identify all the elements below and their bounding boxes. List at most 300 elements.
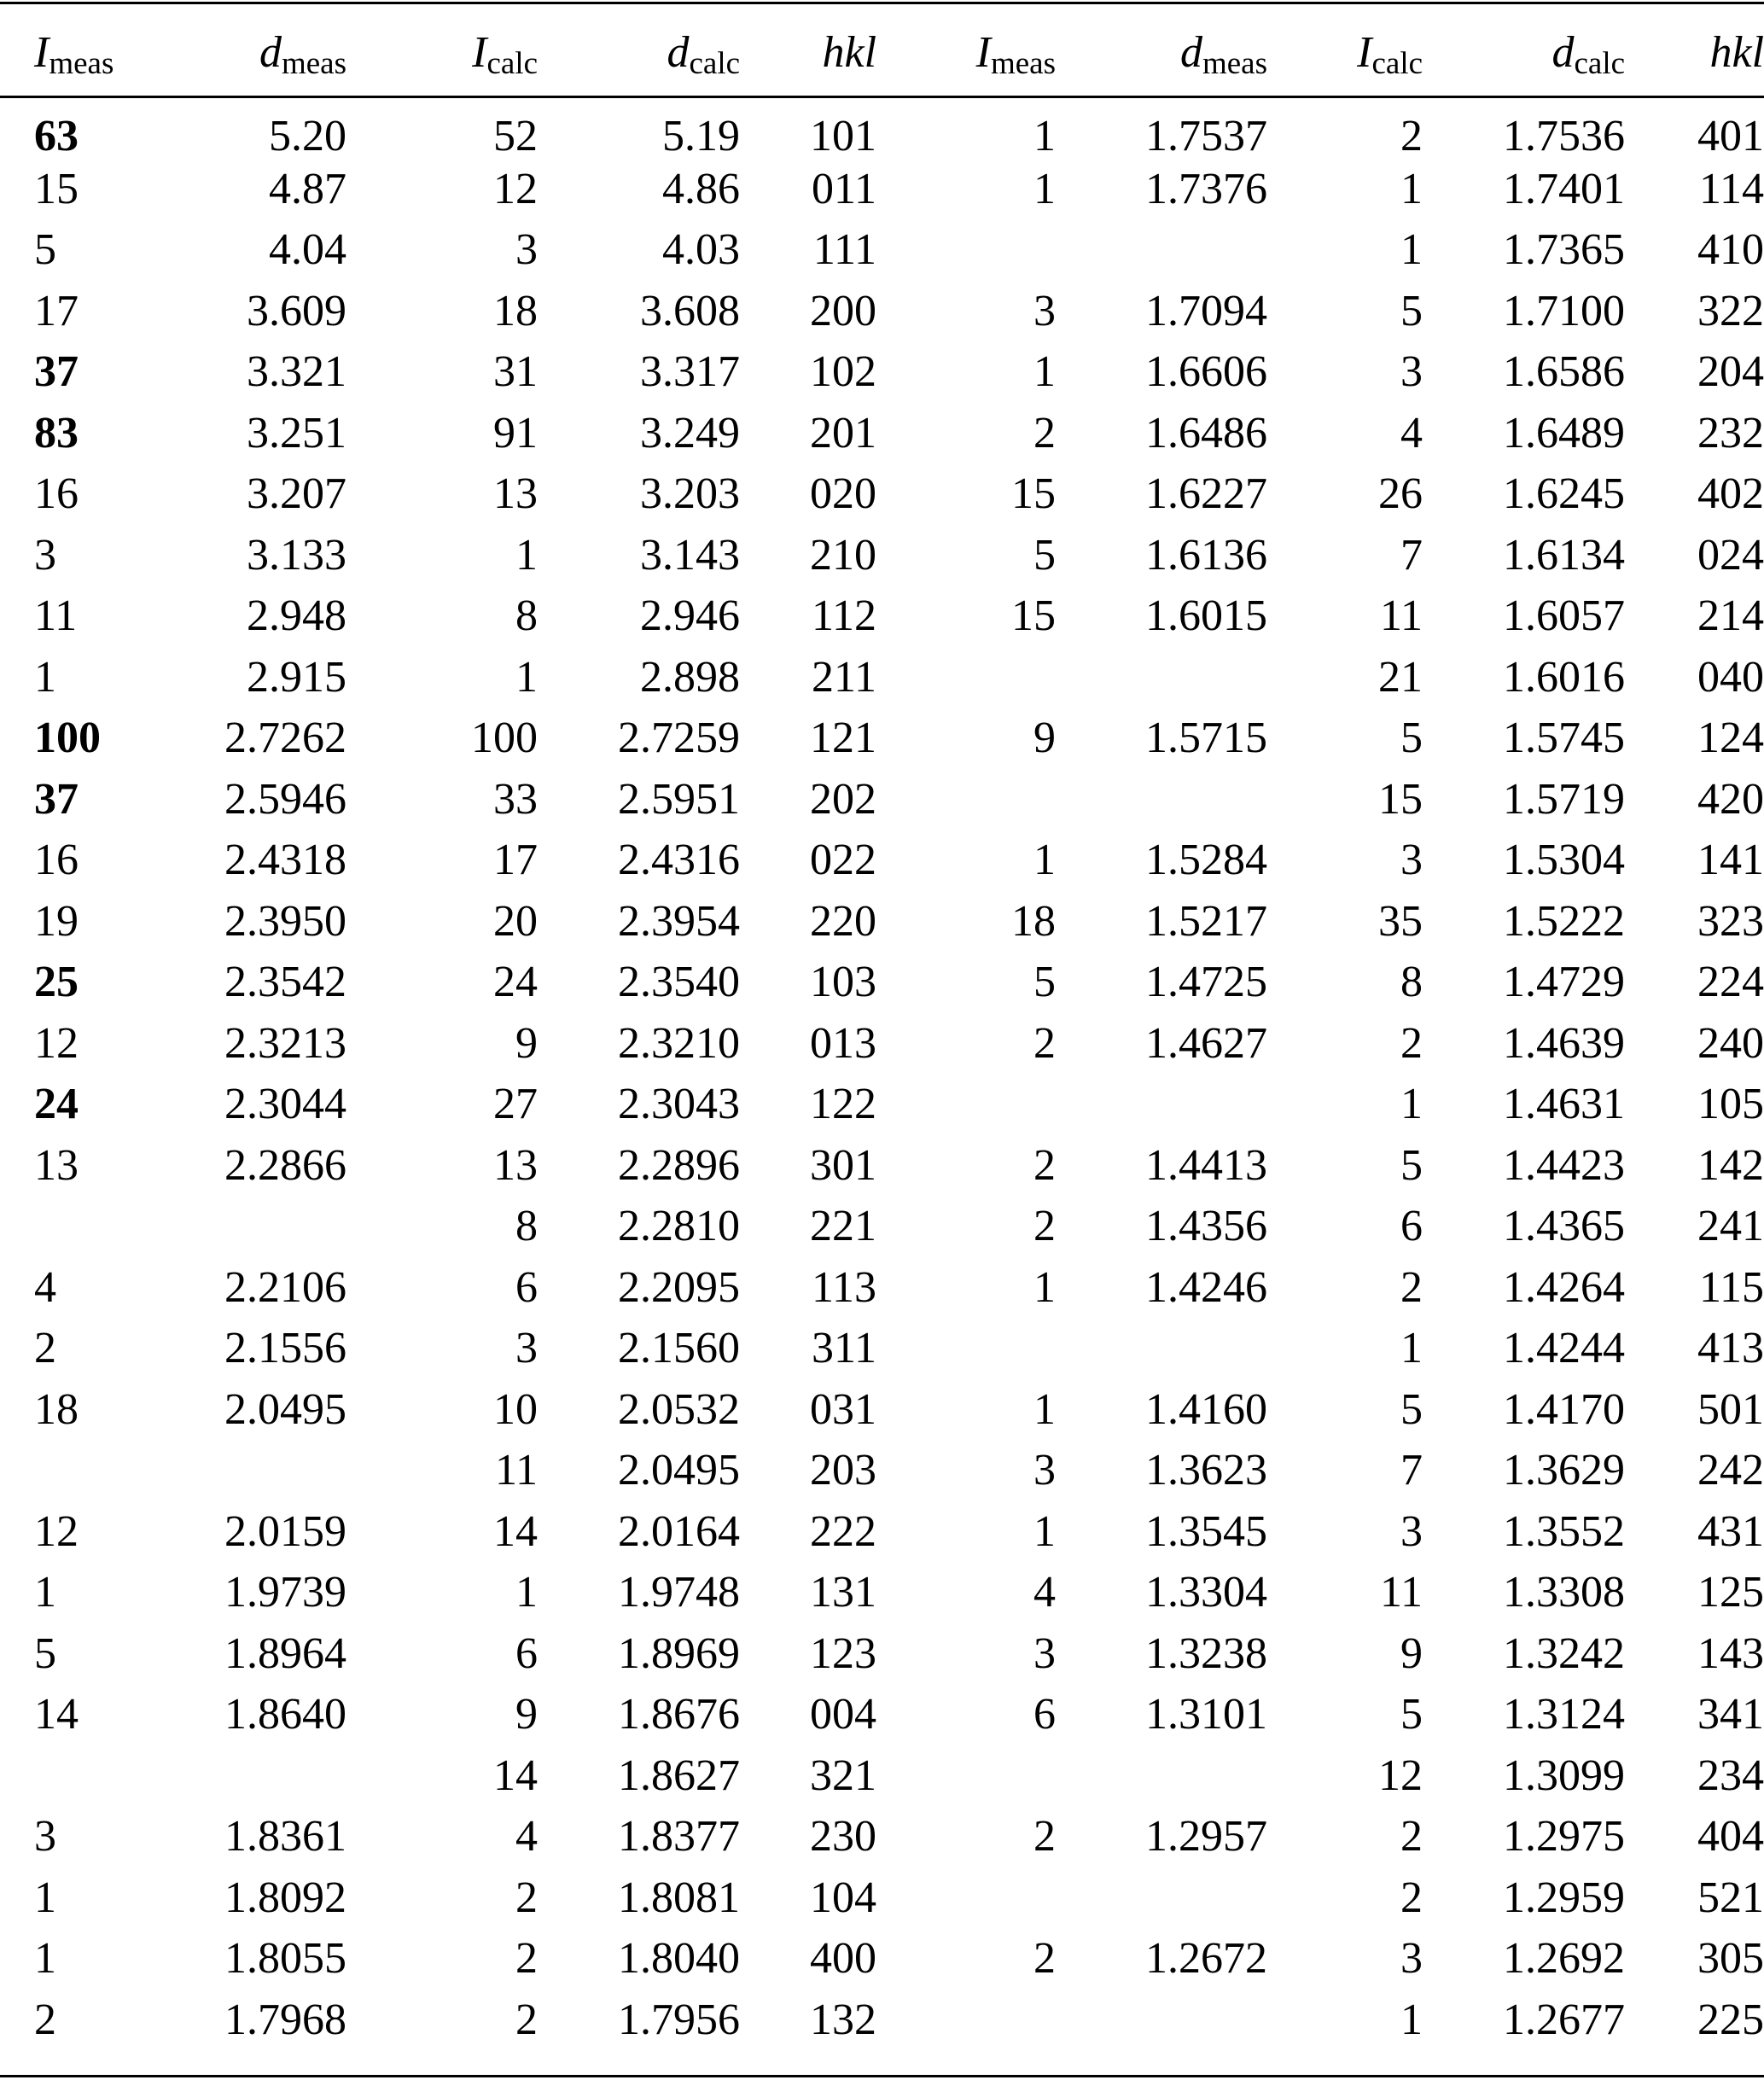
i-calc-cell: 33 <box>493 774 539 824</box>
d-meas-cell: 1.6227 <box>1145 469 1268 519</box>
i-meas-cell: 2 <box>1033 408 1057 457</box>
hkl-cell: 225 <box>1697 1995 1764 2044</box>
d-meas-cell: 1.3101 <box>1145 1690 1268 1739</box>
i-meas-cell: 5 <box>34 1628 56 1678</box>
hkl-cell: 322 <box>1697 286 1764 335</box>
hkl-cell: 131 <box>810 1568 877 1617</box>
i-meas-cell: 3 <box>1033 1628 1057 1678</box>
hkl-cell: 210 <box>810 530 877 580</box>
d-calc-cell: 2.2095 <box>618 1262 741 1312</box>
i-meas-cell: 3 <box>1033 1446 1057 1495</box>
table-row <box>0 708 1764 770</box>
d-meas-cell: 1.4413 <box>1145 1140 1268 1190</box>
table-row <box>0 1563 1764 1624</box>
i-calc-cell: 1 <box>1400 1324 1423 1373</box>
d-calc-cell: 4.03 <box>662 225 741 275</box>
i-meas-cell: 2 <box>34 1324 56 1373</box>
i-calc-cell: 1 <box>1400 225 1423 275</box>
i-calc-cell: 9 <box>515 1018 539 1068</box>
i-meas-cell: 4 <box>34 1262 56 1312</box>
i-meas-cell: 18 <box>1011 896 1057 946</box>
table-row <box>0 281 1764 342</box>
hkl-cell: 132 <box>810 1995 877 2044</box>
i-calc-cell: 27 <box>493 1080 539 1129</box>
d-calc-cell: 1.3308 <box>1503 1568 1626 1617</box>
hkl-cell: 122 <box>810 1080 877 1129</box>
d-calc-cell: 2.898 <box>640 652 741 702</box>
i-meas-cell: 13 <box>34 1140 79 1190</box>
table-row <box>0 96 1764 159</box>
header-row <box>0 0 1764 96</box>
d-calc-cell: 2.946 <box>640 591 741 641</box>
hkl-cell: 113 <box>811 1262 877 1312</box>
i-calc-cell: 13 <box>493 1140 539 1190</box>
i-calc-cell: 1 <box>1400 1080 1423 1129</box>
hkl-cell: 040 <box>1697 652 1764 702</box>
d-calc-cell: 3.203 <box>640 469 741 519</box>
i-meas-cell: 5 <box>1033 530 1057 580</box>
d-meas-cell <box>188 1745 346 1807</box>
bottom-rule <box>0 2075 1764 2077</box>
hkl-cell: 143 <box>1697 1628 1764 1678</box>
d-calc-cell: 1.5719 <box>1503 774 1626 824</box>
d-calc-cell: 1.4423 <box>1503 1140 1626 1190</box>
table-row <box>0 1075 1764 1136</box>
table-row <box>0 586 1764 648</box>
d-meas-cell: 1.7968 <box>224 1995 347 2044</box>
i-calc-cell: 8 <box>515 591 539 641</box>
d-calc-cell: 1.9748 <box>618 1568 741 1617</box>
i-calc-cell: 11 <box>494 1446 539 1495</box>
hkl-cell: 011 <box>811 164 877 213</box>
d-calc-cell: 2.3540 <box>618 958 741 1007</box>
table-row <box>0 1867 1764 1929</box>
hkl-cell: 221 <box>810 1202 877 1251</box>
hkl-cell: 305 <box>1697 1934 1764 1984</box>
i-calc-cell: 11 <box>1379 591 1423 641</box>
header-d-calc-left: $d_{calc}$ <box>667 27 741 81</box>
hkl-cell: 125 <box>1697 1568 1764 1617</box>
i-meas-cell: 5 <box>1033 958 1057 1007</box>
i-calc-cell: 13 <box>493 469 539 519</box>
d-calc-cell: 1.8081 <box>618 1873 741 1922</box>
i-meas-cell: 1 <box>34 652 56 702</box>
i-meas-cell: 1 <box>1033 1506 1057 1556</box>
d-meas-cell <box>188 1441 346 1502</box>
d-meas-cell: 1.6486 <box>1145 408 1268 457</box>
d-meas-cell: 1.6015 <box>1145 591 1268 641</box>
header-d-calc-right: $d_{calc}$ <box>1552 27 1626 81</box>
i-meas-cell: 16 <box>34 469 79 519</box>
i-meas-cell: 2 <box>34 1995 56 2044</box>
i-meas-cell: 6 <box>1033 1690 1057 1739</box>
i-calc-cell: 100 <box>471 714 539 763</box>
d-calc-cell: 1.7365 <box>1503 225 1626 275</box>
i-meas-cell: 1 <box>1033 164 1057 213</box>
i-meas-cell: 2 <box>1033 1812 1057 1862</box>
table-row <box>0 1745 1764 1807</box>
d-meas-cell: 1.4627 <box>1145 1018 1268 1068</box>
d-meas-cell <box>1056 1990 1267 2051</box>
d-meas-cell: 1.5715 <box>1145 714 1268 763</box>
d-calc-cell: 1.4631 <box>1503 1080 1626 1129</box>
d-calc-cell: 1.7956 <box>618 1995 741 2044</box>
i-meas-cell: 5 <box>34 225 56 275</box>
i-meas-cell: 100 <box>34 714 101 763</box>
d-calc-cell: 1.2975 <box>1503 1812 1626 1862</box>
d-calc-cell: 1.4729 <box>1503 958 1626 1007</box>
i-calc-cell: 5 <box>1400 714 1423 763</box>
hkl-cell: 413 <box>1697 1324 1764 1373</box>
d-meas-cell: 1.5284 <box>1145 836 1268 885</box>
d-meas-cell <box>188 1197 346 1258</box>
table-row <box>0 1441 1764 1502</box>
i-meas-cell: 3 <box>1033 286 1057 335</box>
i-calc-cell: 20 <box>493 896 539 946</box>
hkl-cell: 204 <box>1697 347 1764 397</box>
i-meas-cell: 2 <box>1033 1140 1057 1190</box>
table-row <box>0 830 1764 892</box>
d-meas-cell: 3.321 <box>247 347 347 397</box>
d-calc-cell: 1.3552 <box>1503 1506 1626 1556</box>
i-meas-cell: 83 <box>34 408 79 457</box>
d-meas-cell <box>1056 1075 1267 1136</box>
d-meas-cell <box>1056 1867 1267 1929</box>
d-meas-cell: 1.3304 <box>1145 1568 1268 1617</box>
d-meas-cell <box>1056 1319 1267 1380</box>
i-meas-cell: 2 <box>1033 1018 1057 1068</box>
i-calc-cell: 6 <box>515 1628 539 1678</box>
i-calc-cell: 1 <box>515 652 539 702</box>
table-row <box>0 1257 1764 1319</box>
hkl-cell: 203 <box>810 1446 877 1495</box>
hkl-cell: 341 <box>1697 1690 1764 1739</box>
d-calc-cell: 5.19 <box>662 112 741 160</box>
table-row <box>0 1319 1764 1380</box>
hkl-cell: 200 <box>810 286 877 335</box>
d-meas-cell: 1.9739 <box>224 1568 347 1617</box>
d-calc-cell: 2.3043 <box>618 1080 741 1129</box>
d-calc-cell: 3.608 <box>640 286 741 335</box>
header-hkl-left: hkl <box>822 27 877 77</box>
hkl-cell: 121 <box>810 714 877 763</box>
i-calc-cell: 5 <box>1400 286 1423 335</box>
header-d-meas-right: $d_{meas}$ <box>1179 27 1268 81</box>
d-meas-cell: 3.609 <box>247 286 347 335</box>
i-calc-cell: 1 <box>1400 164 1423 213</box>
i-calc-cell: 4 <box>1400 408 1423 457</box>
table-row <box>0 953 1764 1014</box>
d-meas-cell: 3.251 <box>247 408 347 457</box>
i-calc-cell: 7 <box>1400 1446 1423 1495</box>
hkl-cell: 402 <box>1697 469 1764 519</box>
hkl-cell: 020 <box>810 469 877 519</box>
i-calc-cell: 12 <box>493 164 539 213</box>
table-row <box>0 1197 1764 1258</box>
d-meas-cell: 1.2957 <box>1145 1812 1268 1862</box>
i-calc-cell: 24 <box>493 958 539 1007</box>
i-meas-cell: 4 <box>1033 1568 1057 1617</box>
d-meas-cell: 1.8640 <box>224 1690 347 1739</box>
i-meas-cell: 1 <box>34 1934 56 1984</box>
hkl-cell: 105 <box>1697 1080 1764 1129</box>
d-calc-cell: 2.1560 <box>618 1324 741 1373</box>
hkl-cell: 102 <box>810 347 877 397</box>
d-meas-cell <box>1056 220 1267 282</box>
i-meas-cell: 1 <box>1033 1384 1057 1434</box>
d-meas-cell: 2.2866 <box>224 1140 347 1190</box>
i-calc-cell: 8 <box>515 1202 539 1251</box>
i-calc-cell: 3 <box>1400 836 1423 885</box>
d-meas-cell: 1.7094 <box>1145 286 1268 335</box>
i-meas-cell: 37 <box>34 347 79 397</box>
i-meas-cell <box>876 220 1056 282</box>
hkl-cell: 232 <box>1697 408 1764 457</box>
i-calc-cell: 2 <box>1400 1873 1423 1922</box>
hkl-cell: 101 <box>810 112 877 160</box>
table-row <box>0 342 1764 404</box>
d-calc-cell: 1.4244 <box>1503 1324 1626 1373</box>
d-meas-cell <box>1056 769 1267 830</box>
table-row <box>0 1623 1764 1685</box>
hkl-cell: 202 <box>810 774 877 824</box>
i-meas-cell: 3 <box>34 530 56 580</box>
hkl-cell: 142 <box>1697 1140 1764 1190</box>
i-meas-cell: 25 <box>34 958 79 1007</box>
i-calc-cell: 6 <box>515 1262 539 1312</box>
i-calc-cell: 2 <box>515 1995 539 2044</box>
header-i-meas-left: $I_{meas}$ <box>34 27 114 81</box>
i-meas-cell: 2 <box>1033 1934 1057 1984</box>
i-calc-cell: 35 <box>1378 896 1423 946</box>
table-row <box>0 1807 1764 1868</box>
d-meas-cell: 2.3044 <box>224 1080 347 1129</box>
d-calc-cell: 2.2810 <box>618 1202 741 1251</box>
d-meas-cell: 5.20 <box>269 112 347 160</box>
d-calc-cell: 2.5951 <box>618 774 741 824</box>
i-meas-cell: 18 <box>34 1384 79 1434</box>
hkl-cell: 004 <box>810 1690 877 1739</box>
i-meas-cell: 1 <box>34 1568 56 1617</box>
hkl-cell: 141 <box>1697 836 1764 885</box>
i-meas-cell: 37 <box>34 774 79 824</box>
d-calc-cell: 1.8627 <box>618 1751 741 1800</box>
d-meas-cell: 2.0495 <box>224 1384 347 1434</box>
d-calc-cell: 1.5222 <box>1503 896 1626 946</box>
hkl-cell: 123 <box>810 1628 877 1678</box>
d-meas-cell: 1.7376 <box>1145 164 1268 213</box>
d-calc-cell: 1.5745 <box>1503 714 1626 763</box>
d-calc-cell: 1.7100 <box>1503 286 1626 335</box>
i-calc-cell: 91 <box>493 408 539 457</box>
hkl-cell: 401 <box>1697 112 1764 160</box>
d-meas-cell: 2.5946 <box>224 774 347 824</box>
i-meas-cell: 15 <box>34 164 79 213</box>
d-calc-cell: 1.2677 <box>1503 1995 1626 2044</box>
table-row <box>0 1135 1764 1197</box>
table-row <box>0 1379 1764 1441</box>
d-meas-cell: 3.133 <box>247 530 347 580</box>
i-calc-cell: 9 <box>1400 1628 1423 1678</box>
hkl-cell: 211 <box>811 652 877 702</box>
d-calc-cell: 1.8676 <box>618 1690 741 1739</box>
i-calc-cell: 1 <box>515 530 539 580</box>
table-row <box>0 1929 1764 1990</box>
d-calc-cell: 3.143 <box>640 530 741 580</box>
table-row <box>0 891 1764 953</box>
hkl-cell: 241 <box>1697 1202 1764 1251</box>
hkl-cell: 103 <box>810 958 877 1007</box>
d-meas-cell: 1.5217 <box>1145 896 1268 946</box>
header-i-calc-left: $I_{calc}$ <box>472 27 539 81</box>
d-calc-cell: 1.6586 <box>1503 347 1626 397</box>
i-meas-cell: 63 <box>34 112 79 160</box>
table-row <box>0 1501 1764 1563</box>
table-row <box>0 525 1764 586</box>
i-calc-cell: 31 <box>493 347 539 397</box>
d-calc-cell: 2.3954 <box>618 896 741 946</box>
d-calc-cell: 1.3242 <box>1503 1628 1626 1678</box>
i-calc-cell: 5 <box>1400 1140 1423 1190</box>
hkl-cell: 234 <box>1697 1751 1764 1800</box>
d-calc-cell: 1.4639 <box>1503 1018 1626 1068</box>
i-meas-cell: 1 <box>1033 347 1057 397</box>
i-calc-cell: 3 <box>515 225 539 275</box>
d-calc-cell: 1.3099 <box>1503 1751 1626 1800</box>
d-calc-cell: 1.4365 <box>1503 1202 1626 1251</box>
d-calc-cell: 1.8969 <box>618 1628 741 1678</box>
header-i-calc-right: $I_{calc}$ <box>1357 27 1423 81</box>
i-calc-cell: 10 <box>493 1384 539 1434</box>
d-meas-cell: 1.4725 <box>1145 958 1268 1007</box>
i-meas-cell: 2 <box>1033 1202 1057 1251</box>
d-meas-cell: 1.3623 <box>1145 1446 1268 1495</box>
d-calc-cell: 4.86 <box>662 164 741 213</box>
i-calc-cell: 3 <box>1400 1934 1423 1984</box>
d-meas-cell: 2.948 <box>247 591 347 641</box>
table-row <box>0 647 1764 708</box>
i-calc-cell: 9 <box>515 1690 539 1739</box>
i-meas-cell <box>876 769 1056 830</box>
d-meas-cell: 1.8092 <box>224 1873 347 1922</box>
i-calc-cell: 52 <box>493 112 539 160</box>
hkl-cell: 111 <box>812 225 877 275</box>
i-calc-cell: 3 <box>1400 347 1423 397</box>
hkl-cell: 242 <box>1697 1446 1764 1495</box>
d-meas-cell: 1.3238 <box>1145 1628 1268 1678</box>
d-calc-cell: 2.3210 <box>618 1018 741 1068</box>
table-row <box>0 1685 1764 1746</box>
i-calc-cell: 1 <box>1400 1995 1423 2044</box>
d-meas-cell: 4.04 <box>269 225 347 275</box>
i-calc-cell: 2 <box>1400 1262 1423 1312</box>
d-calc-cell: 1.4170 <box>1503 1384 1626 1434</box>
i-meas-cell: 1 <box>34 1873 56 1922</box>
d-meas-cell: 1.7537 <box>1145 112 1268 160</box>
header-hkl-right: hkl <box>1709 27 1764 77</box>
i-meas-cell: 9 <box>1033 714 1057 763</box>
table-row <box>0 1013 1764 1075</box>
d-calc-cell: 3.317 <box>640 347 741 397</box>
i-calc-cell: 17 <box>493 836 539 885</box>
hkl-cell: 311 <box>811 1324 877 1373</box>
table-row <box>0 159 1764 220</box>
d-meas-cell: 2.915 <box>247 652 347 702</box>
d-calc-cell: 2.0532 <box>618 1384 741 1434</box>
i-calc-cell: 21 <box>1378 652 1423 702</box>
d-meas-cell: 1.4246 <box>1145 1262 1268 1312</box>
i-meas-cell: 19 <box>34 896 79 946</box>
i-meas-cell: 1 <box>1033 112 1057 160</box>
hkl-cell: 521 <box>1697 1873 1764 1922</box>
d-calc-cell: 1.6134 <box>1503 530 1626 580</box>
d-calc-cell: 1.2692 <box>1503 1934 1626 1984</box>
i-calc-cell: 12 <box>1378 1751 1423 1800</box>
d-meas-cell: 2.3950 <box>224 896 347 946</box>
i-calc-cell: 2 <box>515 1873 539 1922</box>
hkl-cell: 400 <box>810 1934 877 1984</box>
table-row <box>0 220 1764 282</box>
hkl-cell: 404 <box>1697 1812 1764 1862</box>
d-meas-cell: 1.8964 <box>224 1628 347 1678</box>
i-meas-cell <box>0 1441 188 1502</box>
i-meas-cell <box>876 1745 1056 1807</box>
hkl-cell: 022 <box>810 836 877 885</box>
i-calc-cell: 8 <box>1400 958 1423 1007</box>
i-meas-cell: 15 <box>1011 469 1057 519</box>
i-meas-cell: 24 <box>34 1080 79 1129</box>
hkl-cell: 013 <box>810 1018 877 1068</box>
hkl-cell: 112 <box>811 591 877 641</box>
hkl-cell: 114 <box>1698 164 1764 213</box>
table-row <box>0 769 1764 830</box>
hkl-cell: 201 <box>810 408 877 457</box>
d-meas-cell <box>1056 1745 1267 1807</box>
i-meas-cell <box>876 647 1056 708</box>
d-meas-cell: 2.2106 <box>224 1262 347 1312</box>
i-meas-cell <box>876 1867 1056 1929</box>
i-calc-cell: 18 <box>493 286 539 335</box>
hkl-cell: 501 <box>1697 1384 1764 1434</box>
d-meas-cell: 1.3545 <box>1145 1506 1268 1556</box>
i-meas-cell: 12 <box>34 1018 79 1068</box>
d-calc-cell: 1.3629 <box>1503 1446 1626 1495</box>
i-calc-cell: 11 <box>1379 1568 1423 1617</box>
hkl-cell: 214 <box>1697 591 1764 641</box>
d-calc-cell: 2.7259 <box>618 714 741 763</box>
table-row <box>0 1990 1764 2051</box>
hkl-cell: 431 <box>1697 1506 1764 1556</box>
hkl-cell: 024 <box>1697 530 1764 580</box>
header-i-meas-right: $I_{meas}$ <box>975 27 1057 81</box>
i-calc-cell: 26 <box>1378 469 1423 519</box>
hkl-cell: 323 <box>1697 896 1764 946</box>
d-meas-cell: 1.4160 <box>1145 1384 1268 1434</box>
d-meas-cell: 2.7262 <box>224 714 347 763</box>
i-meas-cell: 11 <box>34 591 78 641</box>
d-meas-cell: 3.207 <box>247 469 347 519</box>
d-meas-cell: 1.8361 <box>224 1812 347 1862</box>
table-body <box>0 96 1764 2051</box>
i-meas-cell <box>0 1197 188 1258</box>
hkl-cell: 240 <box>1697 1018 1764 1068</box>
header-d-meas-left: $d_{meas}$ <box>259 27 347 81</box>
i-calc-cell: 5 <box>1400 1384 1423 1434</box>
d-meas-cell: 4.87 <box>269 164 347 213</box>
hkl-cell: 220 <box>810 896 877 946</box>
i-meas-cell <box>876 1075 1056 1136</box>
table-row <box>0 403 1764 464</box>
